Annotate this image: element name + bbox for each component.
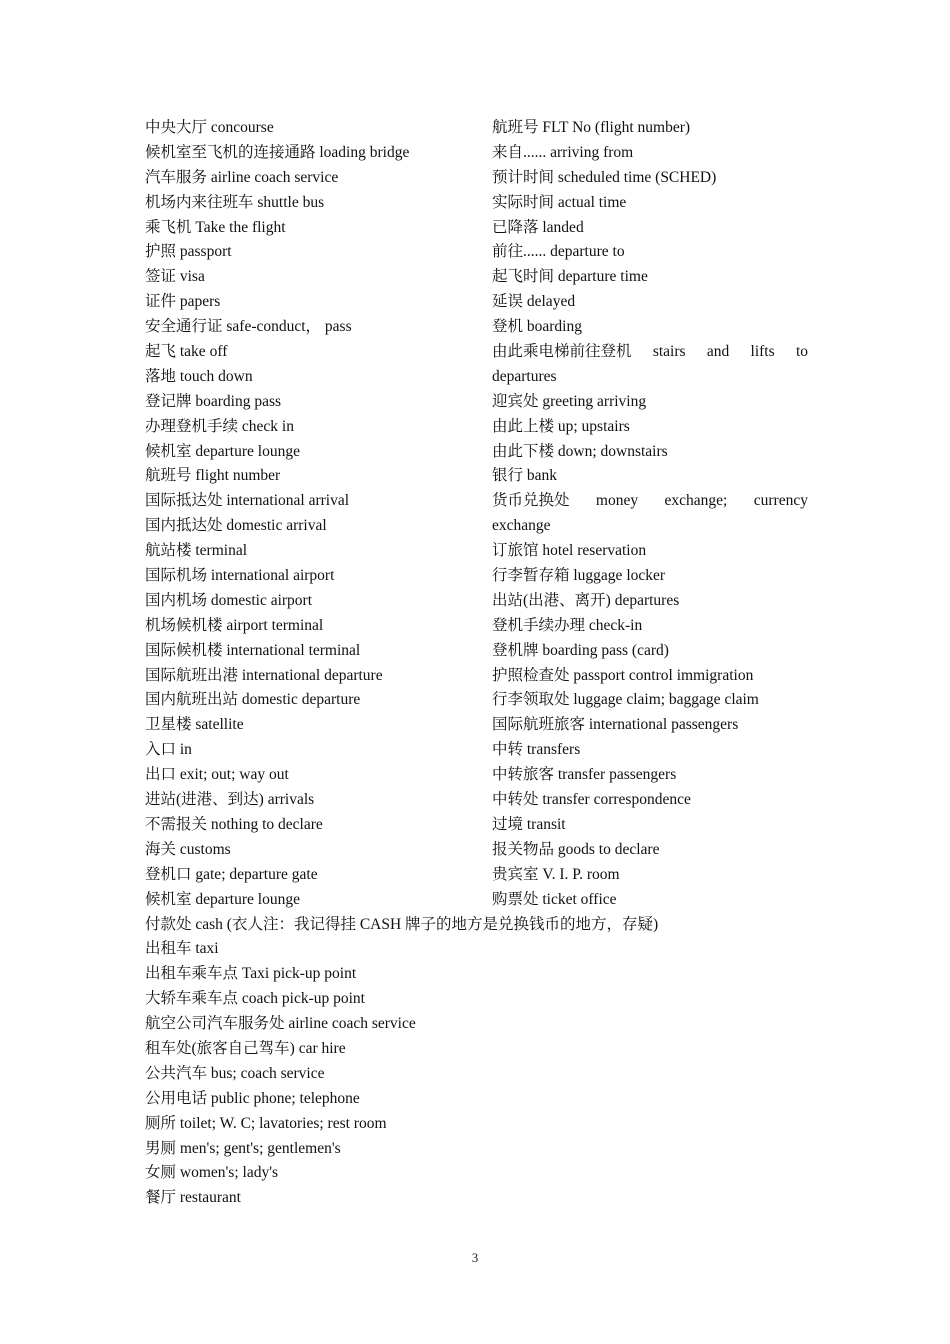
left-term-line: 起飞 take off: [145, 343, 228, 361]
right-term-line: 护照检查处 passport control immigration: [492, 666, 754, 684]
right-term-line: 登机手续办理 check-in: [492, 616, 643, 634]
right-term-line: 过境 transit: [492, 815, 566, 833]
left-term-line: 登机口 gate; departure gate: [145, 865, 318, 883]
left-term-line: 国际机场 international airport: [145, 567, 335, 585]
right-term-line: 起飞时间 departure time: [492, 268, 648, 286]
right-term-line: 航班号 FLT No (flight number): [492, 119, 691, 136]
left-term-line: 候机室 departure lounge: [145, 442, 300, 460]
left-term-line: 候机室 departure lounge: [145, 890, 300, 908]
right-term-line: 行李领取处 luggage claim; baggage claim: [492, 691, 759, 709]
right-term-line: 实际时间 actual time: [492, 193, 627, 211]
left-term-line: 办理登机手续 check in: [145, 417, 294, 435]
right-term-line: 贵宾室 V. I. P. room: [492, 865, 620, 883]
right-term-line: 出站(出港、离开) departures: [492, 591, 680, 609]
right-term-line: 购票处 ticket office: [492, 890, 617, 908]
term-word: and: [706, 343, 730, 361]
right-term-line: 迎宾处 greeting arriving: [492, 392, 647, 410]
right-term-line: 由此下楼 down; downstairs: [492, 442, 668, 460]
right-term-line: 银行 bank: [492, 467, 558, 485]
right-term-line: 来自...... arriving from: [492, 143, 634, 161]
left-term-line: 餐厅 restaurant: [145, 1189, 241, 1207]
term-word: stairs: [652, 343, 686, 361]
left-term-line: 付款处 cash (衣人注：我记得挂 CASH 牌子的地方是兑换钱币的地方，存疑): [145, 915, 659, 933]
right-term-line: 国际航班旅客 international passengers: [492, 716, 739, 734]
left-term-line: 机场候机楼 airport terminal: [145, 616, 324, 634]
left-term-line: 海关 customs: [145, 840, 231, 858]
right-term-line: 中转 transfers: [492, 741, 581, 759]
left-term-line: 厕所 toilet; W. C; lavatories; rest room: [145, 1114, 387, 1132]
right-term-line: [492, 489, 808, 514]
left-term-line: 证件 papers: [145, 293, 221, 311]
right-term-line: 中转处 transfer correspondence: [492, 791, 691, 809]
page-number: 3: [471, 1250, 479, 1265]
term-word: exchange;: [664, 492, 728, 510]
left-term-line: 卫星楼 satellite: [145, 716, 244, 734]
left-term-line: 汽车服务 airline coach service: [145, 168, 339, 186]
left-term-line: 公共汽车 bus; coach service: [145, 1064, 325, 1082]
left-term-line: 出租车 taxi: [145, 940, 219, 958]
right-term-line: 已降落 landed: [492, 218, 584, 236]
right-term-line: 延误 delayed: [492, 293, 576, 311]
right-term-line: 行李暂存箱 luggage locker: [492, 567, 666, 585]
left-term-line: 落地 touch down: [145, 367, 253, 385]
term-word: lifts: [750, 343, 775, 361]
right-term-line: 登机牌 boarding pass (card): [492, 641, 669, 659]
right-term-line: 登机 boarding: [492, 318, 582, 336]
left-term-line: 乘飞机 Take the flight: [145, 218, 286, 236]
right-term-line: 报关物品 goods to declare: [492, 840, 660, 858]
left-term-line: 不需报关 nothing to declare: [145, 815, 323, 833]
left-term-line: 登记牌 boarding pass: [145, 392, 282, 410]
left-term-line: 国际抵达处 international arrival: [145, 492, 350, 510]
left-term-line: 入口 in: [145, 741, 192, 759]
left-term-line: 国内机场 domestic airport: [145, 591, 313, 609]
term-word: to: [795, 343, 808, 361]
left-term-line: 候机室至飞机的连接通路 loading bridge: [145, 143, 410, 161]
right-column: [492, 116, 808, 913]
right-term-line: 预计时间 scheduled time (SCHED): [492, 168, 717, 186]
term-word: 货币兑换处: [492, 492, 570, 510]
right-term-line: 订旅馆 hotel reservation: [492, 542, 647, 560]
left-term-line: 国内抵达处 domestic arrival: [145, 517, 327, 535]
right-term-line: 中转旅客 transfer passengers: [492, 766, 677, 784]
term-word: currency: [753, 492, 808, 510]
left-term-line: 护照 passport: [145, 243, 232, 261]
left-term-line: 出租车乘车点 Taxi pick-up point: [145, 965, 357, 983]
left-term-line: 国内航班出站 domestic departure: [145, 691, 361, 709]
left-term-line: 机场内来往班车 shuttle bus: [145, 193, 325, 211]
right-term-line: 前往...... departure to: [492, 243, 625, 261]
left-term-line: 航空公司汽车服务处 airline coach service: [145, 1015, 416, 1033]
right-term-line: exchange: [492, 517, 551, 535]
right-term-line: 由此上楼 up; upstairs: [492, 417, 630, 435]
left-term-line: 签证 visa: [145, 268, 205, 286]
right-term-line: departures: [492, 367, 557, 385]
left-term-line: 大轿车乘车点 coach pick-up point: [145, 990, 365, 1008]
left-term-line: 航站楼 terminal: [145, 542, 248, 560]
left-term-line: 安全通行证 safe-conduct， pass: [145, 318, 352, 336]
term-word: money: [595, 492, 639, 510]
left-term-line: 中央大厅 concourse: [145, 119, 274, 136]
left-term-line: 男厕 men's; gent's; gentlemen's: [145, 1139, 341, 1157]
left-term-line: 女厕 women's; lady's: [145, 1164, 279, 1182]
left-term-line: 国际候机楼 international terminal: [145, 641, 361, 659]
left-term-line: 航班号 flight number: [145, 467, 281, 485]
left-term-line: 国际航班出港 international departure: [145, 666, 383, 684]
term-word: 由此乘电梯前往登机: [492, 343, 632, 361]
left-term-line: 进站(进港、到达) arrivals: [145, 791, 315, 809]
right-term-line: [492, 340, 808, 365]
left-term-line: 公用电话 public phone; telephone: [145, 1089, 360, 1107]
left-term-line: 租车处(旅客自己驾车) car hire: [145, 1039, 346, 1057]
left-term-line: 出口 exit; out; way out: [145, 766, 289, 784]
